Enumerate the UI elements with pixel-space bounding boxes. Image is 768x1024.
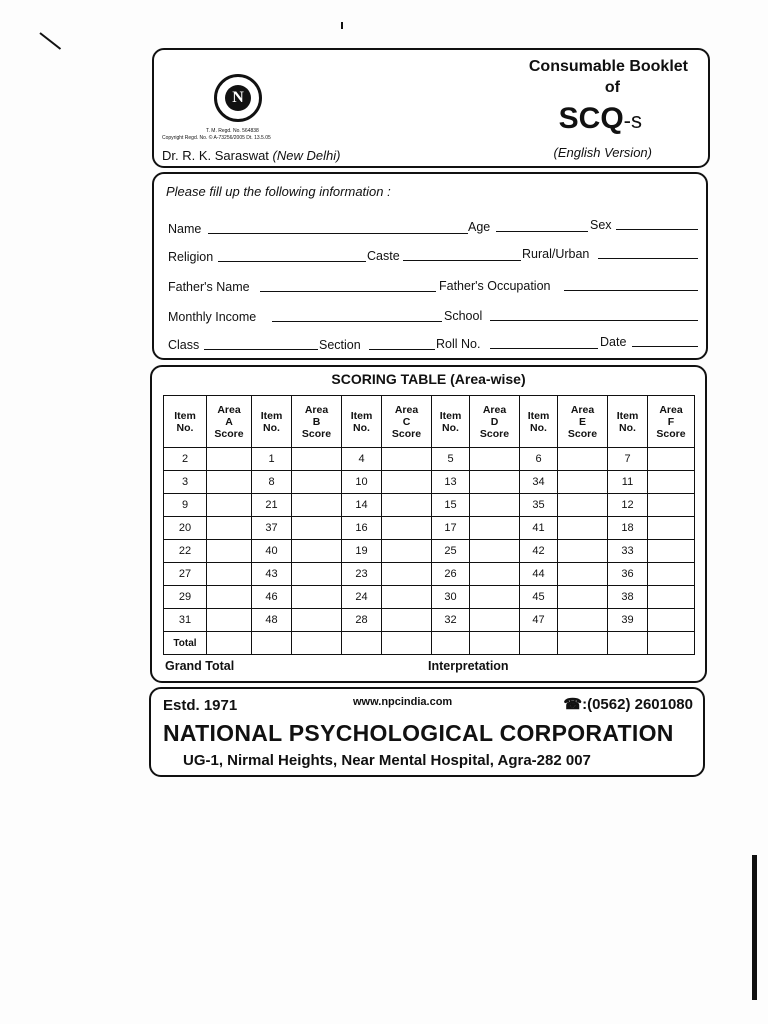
item-number-cell: 40 bbox=[252, 540, 292, 563]
score-cell[interactable] bbox=[292, 471, 342, 494]
item-number-cell: 42 bbox=[520, 540, 558, 563]
age-field[interactable] bbox=[496, 231, 588, 232]
header-text: No. bbox=[176, 421, 194, 434]
header-text: Area bbox=[659, 403, 683, 416]
item-number-cell: 32 bbox=[432, 609, 470, 632]
item-number-cell: 16 bbox=[342, 517, 382, 540]
score-cell[interactable] bbox=[470, 494, 520, 517]
item-number-cell: 7 bbox=[608, 448, 648, 471]
sex-field[interactable] bbox=[616, 229, 698, 230]
score-cell[interactable] bbox=[470, 609, 520, 632]
scoring-table-title: SCORING TABLE (Area-wise) bbox=[331, 371, 526, 387]
score-cell[interactable] bbox=[558, 563, 608, 586]
item-number-cell: 27 bbox=[164, 563, 207, 586]
item-number-cell: 2 bbox=[164, 448, 207, 471]
item-number-cell: 22 bbox=[164, 540, 207, 563]
date-field[interactable] bbox=[632, 346, 698, 347]
header-text: No. bbox=[619, 421, 636, 434]
publisher-phone bbox=[563, 695, 693, 713]
item-number-cell: 45 bbox=[520, 586, 558, 609]
item-no-header bbox=[164, 396, 207, 448]
score-cell[interactable] bbox=[207, 609, 252, 632]
area-score-header bbox=[382, 396, 432, 448]
item-number-cell: 9 bbox=[164, 494, 207, 517]
score-cell[interactable] bbox=[470, 563, 520, 586]
header-text: Item bbox=[439, 409, 462, 422]
scoring-table bbox=[163, 395, 695, 655]
age-label: Age bbox=[468, 220, 491, 234]
score-cell[interactable] bbox=[558, 517, 608, 540]
score-cell[interactable] bbox=[207, 448, 252, 471]
item-number-cell: 4 bbox=[342, 448, 382, 471]
form-row-father bbox=[166, 276, 696, 294]
grand-total-label: Grand Total bbox=[165, 659, 235, 673]
score-cell[interactable] bbox=[207, 586, 252, 609]
score-cell[interactable] bbox=[292, 448, 342, 471]
item-no-header bbox=[520, 396, 558, 448]
rural-urban-label: Rural/Urban bbox=[522, 247, 590, 261]
score-cell[interactable] bbox=[292, 494, 342, 517]
established-year: Estd. 1971 bbox=[163, 697, 238, 714]
class-field[interactable] bbox=[204, 349, 318, 350]
telephone-icon: ☎ bbox=[563, 696, 583, 713]
booklet-header bbox=[152, 48, 710, 168]
score-cell[interactable] bbox=[648, 494, 695, 517]
score-cell[interactable] bbox=[648, 517, 695, 540]
table-row bbox=[164, 494, 695, 517]
header-text: F bbox=[667, 415, 675, 428]
booklet-title-line1: Consumable Booklet bbox=[528, 58, 688, 75]
header-text: Item bbox=[616, 409, 639, 422]
item-number-cell: 25 bbox=[432, 540, 470, 563]
score-cell[interactable] bbox=[470, 586, 520, 609]
religion-field[interactable] bbox=[218, 261, 366, 262]
item-number-cell: 13 bbox=[432, 471, 470, 494]
religion-label: Religion bbox=[168, 250, 214, 264]
item-number-cell: 28 bbox=[342, 609, 382, 632]
score-cell[interactable] bbox=[648, 448, 695, 471]
score-cell[interactable] bbox=[382, 540, 432, 563]
area-score-header bbox=[470, 396, 520, 448]
section-label: Section bbox=[319, 338, 361, 352]
score-cell[interactable] bbox=[207, 494, 252, 517]
form-row-name bbox=[166, 218, 696, 236]
scoring-section bbox=[150, 365, 707, 683]
item-number-cell: 8 bbox=[252, 471, 292, 494]
publisher-website: www.npcindia.com bbox=[353, 696, 453, 708]
header-text: Score bbox=[391, 427, 422, 440]
form-row-religion bbox=[166, 246, 696, 264]
author-line bbox=[162, 148, 340, 163]
item-number-cell: 44 bbox=[520, 563, 558, 586]
fathers-name-label: Father's Name bbox=[168, 280, 250, 294]
fathers-occupation-label: Father's Occupation bbox=[439, 279, 551, 293]
item-number-cell: 6 bbox=[520, 448, 558, 471]
interpretation-label: Interpretation bbox=[428, 659, 509, 673]
item-number-cell: 18 bbox=[608, 517, 648, 540]
fathers-name-field[interactable] bbox=[260, 291, 436, 292]
trademark-line: T. M. Regd. No. 564838 bbox=[206, 128, 259, 134]
header-text: No. bbox=[530, 421, 547, 434]
total-cell[interactable] bbox=[558, 632, 608, 655]
score-cell[interactable] bbox=[292, 609, 342, 632]
roll-no-label: Roll No. bbox=[436, 337, 481, 351]
item-number-cell: 41 bbox=[520, 517, 558, 540]
score-cell[interactable] bbox=[382, 517, 432, 540]
score-cell[interactable] bbox=[470, 517, 520, 540]
area-score-header bbox=[558, 396, 608, 448]
total-row bbox=[164, 632, 695, 655]
scoring-table-header bbox=[164, 396, 695, 448]
scan-edge-bar bbox=[752, 855, 757, 1000]
score-cell[interactable] bbox=[470, 448, 520, 471]
score-cell[interactable] bbox=[648, 609, 695, 632]
score-cell[interactable] bbox=[207, 471, 252, 494]
form-row-class bbox=[166, 334, 696, 352]
score-cell[interactable] bbox=[382, 586, 432, 609]
item-number-cell: 38 bbox=[608, 586, 648, 609]
item-number-cell: 11 bbox=[608, 471, 648, 494]
score-cell[interactable] bbox=[292, 586, 342, 609]
item-number-cell: 23 bbox=[342, 563, 382, 586]
total-cell[interactable] bbox=[608, 632, 648, 655]
caste-field[interactable] bbox=[403, 260, 521, 261]
total-cell[interactable] bbox=[252, 632, 292, 655]
item-number-cell: 12 bbox=[608, 494, 648, 517]
score-cell[interactable] bbox=[207, 563, 252, 586]
scan-mark-tick bbox=[341, 22, 343, 29]
item-number-cell: 5 bbox=[432, 448, 470, 471]
header-text: C bbox=[402, 415, 411, 428]
score-cell[interactable] bbox=[382, 494, 432, 517]
date-label: Date bbox=[600, 335, 627, 349]
author-name: Dr. R. K. Saraswat bbox=[162, 148, 269, 163]
header-text: Score bbox=[214, 427, 244, 440]
sex-label: Sex bbox=[590, 218, 612, 232]
table-row bbox=[164, 540, 695, 563]
area-score-header bbox=[207, 396, 252, 448]
item-number-cell: 36 bbox=[608, 563, 648, 586]
item-number-cell: 34 bbox=[520, 471, 558, 494]
header-text: B bbox=[312, 415, 321, 428]
school-field[interactable] bbox=[490, 320, 698, 321]
npc-logo bbox=[214, 74, 262, 122]
header-text: Score bbox=[567, 427, 598, 440]
item-number-cell: 29 bbox=[164, 586, 207, 609]
header-text: Area bbox=[394, 403, 419, 416]
information-form bbox=[152, 172, 708, 360]
total-cell[interactable] bbox=[470, 632, 520, 655]
score-cell[interactable] bbox=[382, 609, 432, 632]
header-text: Area bbox=[482, 403, 507, 416]
score-cell[interactable] bbox=[292, 517, 342, 540]
item-number-cell: 1 bbox=[252, 448, 292, 471]
score-cell[interactable] bbox=[470, 540, 520, 563]
fathers-occupation-field[interactable] bbox=[564, 290, 698, 291]
total-cell[interactable] bbox=[292, 632, 342, 655]
header-text: Area bbox=[570, 403, 595, 416]
class-label: Class bbox=[168, 338, 200, 352]
score-cell[interactable] bbox=[558, 471, 608, 494]
score-cell[interactable] bbox=[470, 471, 520, 494]
table-row bbox=[164, 471, 695, 494]
table-row bbox=[164, 609, 695, 632]
score-cell[interactable] bbox=[292, 540, 342, 563]
form-prompt: Please fill up the following information : bbox=[166, 184, 391, 199]
item-number-cell: 17 bbox=[432, 517, 470, 540]
section-field[interactable] bbox=[369, 349, 435, 350]
score-cell[interactable] bbox=[648, 563, 695, 586]
item-number-cell: 30 bbox=[432, 586, 470, 609]
item-no-header bbox=[608, 396, 648, 448]
total-cell[interactable] bbox=[648, 632, 695, 655]
total-cell[interactable] bbox=[520, 632, 558, 655]
area-score-header bbox=[292, 396, 342, 448]
score-cell[interactable] bbox=[558, 540, 608, 563]
version-label: (English Version) bbox=[553, 145, 652, 160]
header-text: No. bbox=[263, 421, 280, 434]
score-cell[interactable] bbox=[558, 494, 608, 517]
test-name-suffix: -s bbox=[623, 108, 642, 133]
table-row bbox=[164, 517, 695, 540]
score-cell[interactable] bbox=[558, 586, 608, 609]
item-no-header bbox=[252, 396, 292, 448]
header-text: Score bbox=[479, 427, 510, 440]
item-number-cell: 47 bbox=[520, 609, 558, 632]
item-number-cell: 24 bbox=[342, 586, 382, 609]
header-text: Item bbox=[527, 409, 550, 422]
score-cell[interactable] bbox=[558, 609, 608, 632]
score-cell[interactable] bbox=[648, 586, 695, 609]
item-no-header bbox=[432, 396, 470, 448]
monthly-income-field[interactable] bbox=[272, 321, 442, 322]
phone-number: :(0562) 2601080 bbox=[582, 696, 693, 713]
total-cell[interactable] bbox=[207, 632, 252, 655]
table-row bbox=[164, 563, 695, 586]
header-text: No. bbox=[442, 421, 459, 434]
total-cell[interactable] bbox=[382, 632, 432, 655]
form-row-income bbox=[166, 306, 696, 324]
score-cell[interactable] bbox=[382, 448, 432, 471]
item-number-cell: 31 bbox=[164, 609, 207, 632]
item-number-cell: 26 bbox=[432, 563, 470, 586]
score-cell[interactable] bbox=[207, 517, 252, 540]
header-text: E bbox=[578, 415, 586, 428]
item-number-cell: 10 bbox=[342, 471, 382, 494]
table-row bbox=[164, 586, 695, 609]
school-label: School bbox=[444, 309, 483, 323]
header-text: Item bbox=[260, 409, 283, 422]
roll-no-field[interactable] bbox=[490, 348, 598, 349]
score-cell[interactable] bbox=[648, 540, 695, 563]
score-cell[interactable] bbox=[382, 471, 432, 494]
author-city: (New Delhi) bbox=[272, 148, 341, 163]
name-label: Name bbox=[168, 222, 202, 236]
item-no-header bbox=[342, 396, 382, 448]
header-text: Score bbox=[656, 427, 686, 440]
score-cell[interactable] bbox=[648, 471, 695, 494]
header-text: Item bbox=[174, 409, 196, 422]
scoring-table-body bbox=[164, 448, 695, 655]
header-text: Area bbox=[304, 403, 329, 416]
test-name bbox=[559, 102, 642, 136]
header-text: No. bbox=[353, 421, 370, 434]
score-cell[interactable] bbox=[558, 448, 608, 471]
item-number-cell: 21 bbox=[252, 494, 292, 517]
header-text: Area bbox=[217, 403, 241, 416]
publisher-address: UG-1, Nirmal Heights, Near Mental Hospital, Agra-282 007 bbox=[183, 752, 591, 769]
item-number-cell: 43 bbox=[252, 563, 292, 586]
area-score-header bbox=[648, 396, 695, 448]
total-label: Total bbox=[164, 632, 207, 655]
name-field[interactable] bbox=[208, 233, 468, 234]
booklet-title-line2: of bbox=[604, 79, 620, 96]
scan-mark-slash bbox=[39, 32, 61, 50]
total-cell[interactable] bbox=[432, 632, 470, 655]
score-cell[interactable] bbox=[292, 563, 342, 586]
item-number-cell: 37 bbox=[252, 517, 292, 540]
item-number-cell: 15 bbox=[432, 494, 470, 517]
publisher-name: NATIONAL PSYCHOLOGICAL CORPORATION bbox=[163, 720, 674, 746]
rural-urban-field[interactable] bbox=[598, 258, 698, 259]
item-number-cell: 3 bbox=[164, 471, 207, 494]
item-number-cell: 35 bbox=[520, 494, 558, 517]
item-number-cell: 39 bbox=[608, 609, 648, 632]
item-number-cell: 46 bbox=[252, 586, 292, 609]
score-cell[interactable] bbox=[382, 563, 432, 586]
total-cell[interactable] bbox=[342, 632, 382, 655]
header-text: A bbox=[225, 415, 233, 428]
item-number-cell: 33 bbox=[608, 540, 648, 563]
item-number-cell: 20 bbox=[164, 517, 207, 540]
publisher-footer bbox=[149, 687, 705, 777]
score-cell[interactable] bbox=[207, 540, 252, 563]
monthly-income-label: Monthly Income bbox=[168, 310, 257, 324]
table-row bbox=[164, 448, 695, 471]
header-text: Score bbox=[301, 427, 332, 440]
copyright-line: Copyright Regd. No. © A-73256/2005 Dt. 13.5.05 bbox=[162, 135, 271, 141]
item-number-cell: 19 bbox=[342, 540, 382, 563]
header-text: Item bbox=[350, 409, 373, 422]
item-number-cell: 48 bbox=[252, 609, 292, 632]
npc-logo-monogram: N bbox=[225, 85, 251, 111]
item-number-cell: 14 bbox=[342, 494, 382, 517]
header-text: D bbox=[490, 415, 499, 428]
caste-label: Caste bbox=[367, 249, 400, 263]
test-name-main: SCQ bbox=[558, 102, 624, 135]
